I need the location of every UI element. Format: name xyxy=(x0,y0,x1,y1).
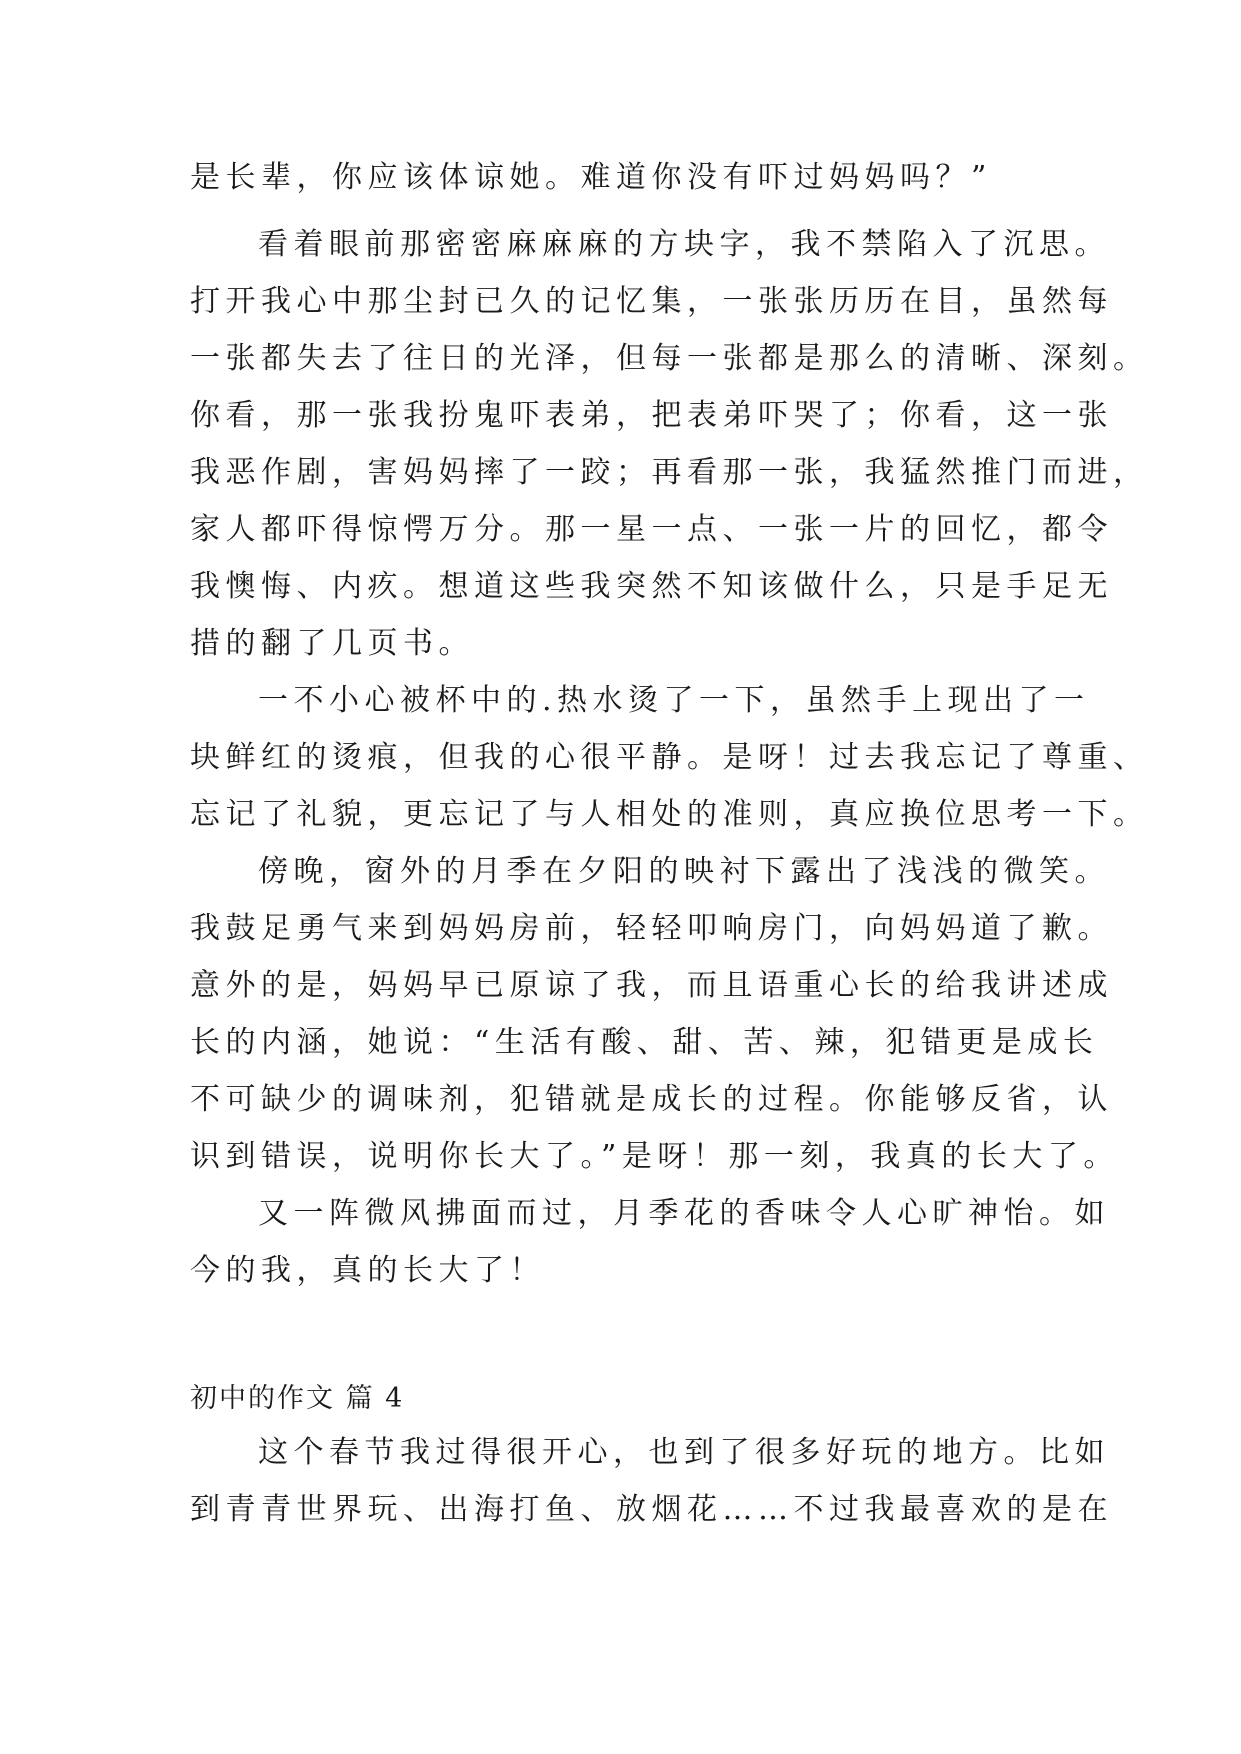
text-line: 一不小心被杯中的.热水烫了一下，虽然手上现出了一 xyxy=(258,683,1090,718)
text-line: 你看，那一张我扮鬼吓表弟，把表弟吓哭了；你看，这一张 xyxy=(190,398,1113,433)
text-line: 我懊悔、内疚。想道这些我突然不知该做什么，只是手足无 xyxy=(190,569,1113,604)
text-line: 打开我心中那尘封已久的记忆集，一张张历历在目，虽然每 xyxy=(190,284,1113,319)
text-line: 是长辈，你应该体谅她。难道你没有吓过妈妈吗？” xyxy=(190,160,992,195)
text-line: 意外的是，妈妈早已原谅了我，而且语重心长的给我讲述成 xyxy=(190,968,1113,1003)
text-line: 我鼓足勇气来到妈妈房前，轻轻叩响房门，向妈妈道了歉。 xyxy=(190,911,1113,946)
text-line: 又一阵微风拂面而过，月季花的香味令人心旷神怡。如 xyxy=(258,1196,1110,1231)
text-line: 忘记了礼貌，更忘记了与人相处的准则，真应换位思考一下。 xyxy=(190,797,1149,832)
text-line: 块鲜红的烫痕，但我的心很平静。是呀！过去我忘记了尊重、 xyxy=(190,740,1149,775)
text-line: 长的内涵，她说：“生活有酸、甜、苦、辣，犯错更是成长 xyxy=(190,1025,1099,1060)
section-heading: 初中的作文 篇 4 xyxy=(190,1383,405,1414)
text-line: 傍晚，窗外的月季在夕阳的映衬下露出了浅浅的微笑。 xyxy=(258,854,1110,889)
text-line: 一张都失去了往日的光泽，但每一张都是那么的清晰、深刻。 xyxy=(190,341,1149,376)
text-line: 识到错误，说明你长大了。”是呀！那一刻，我真的长大了。 xyxy=(190,1139,1119,1174)
text-line: 到青青世界玩、出海打鱼、放烟花……不过我最喜欢的是在 xyxy=(190,1492,1113,1527)
text-line: 我恶作剧，害妈妈摔了一跤；再看那一张，我猛然推门而进， xyxy=(190,455,1149,490)
text-line: 措的翻了几页书。 xyxy=(190,626,474,661)
text-line: 家人都吓得惊愕万分。那一星一点、一张一片的回忆，都令 xyxy=(190,512,1113,547)
text-line: 看着眼前那密密麻麻麻的方块字，我不禁陷入了沉思。 xyxy=(258,227,1110,262)
text-line: 不可缺少的调味剂，犯错就是成长的过程。你能够反省，认 xyxy=(190,1082,1113,1117)
text-line: 这个春节我过得很开心，也到了很多好玩的地方。比如 xyxy=(258,1435,1110,1470)
text-line: 今的我，真的长大了！ xyxy=(190,1253,545,1288)
